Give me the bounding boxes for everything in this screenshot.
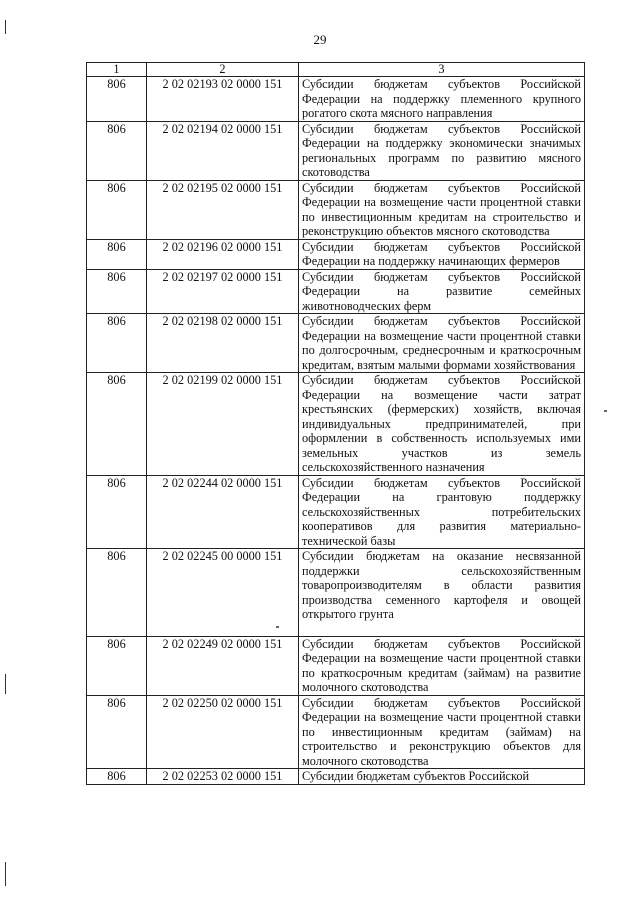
- description-cell-text: Субсидии бюджетам субъектов Российской Федерации на поддержку начинающих фермеров: [302, 239, 581, 268]
- description-cell: [299, 239, 585, 269]
- description-cell: [299, 77, 585, 122]
- description-cell-text: Субсидии бюджетам субъектов Российской Федерации на грантовую поддержку сельскохозяйственных потребительских кооперативов для развития материально-технической базы: [302, 475, 581, 548]
- table-row: [87, 180, 585, 239]
- table-header-row: [87, 63, 585, 77]
- budget-code-cell-text: 2 02 02193 02 0000 151: [162, 77, 283, 91]
- budget-code-cell-text: 2 02 02253 02 0000 151: [162, 769, 283, 783]
- column-header: 1: [87, 63, 147, 77]
- scan-edge-mark: [5, 20, 6, 34]
- cell-spacing: [302, 622, 581, 636]
- description-cell: [299, 314, 585, 373]
- budget-code-cell: [147, 269, 299, 314]
- code-cell-text: 806: [107, 636, 126, 651]
- budget-code-cell-text: 2 02 02195 02 0000 151: [162, 180, 283, 195]
- code-cell: [87, 769, 147, 785]
- code-cell: [87, 695, 147, 769]
- budget-code-cell: [147, 373, 299, 476]
- budget-code-cell-text: 2 02 02196 02 0000 151: [162, 239, 283, 254]
- budget-code-cell: [147, 77, 299, 122]
- description-cell-text: Субсидии бюджетам субъектов Российской Федерации на возмещение части процентной ставки по краткосрочным кредитам (займам) на развитие молочного скотоводства: [302, 636, 581, 694]
- description-cell-text: Субсидии бюджетам субъектов Российской Федерации на возмещение части затрат крестьянских (фермерских) хозяйств, включая индивидуальных предпринимателей, при оформлении в собственность используемых ими земельных участков из земель сельскохозяйственного назначения: [302, 373, 581, 474]
- table-row: [87, 636, 585, 695]
- budget-code-cell: [147, 549, 299, 637]
- budget-code-cell-text: 2 02 02199 02 0000 151: [162, 373, 283, 387]
- code-cell: [87, 77, 147, 122]
- description-cell: [299, 695, 585, 769]
- budget-code-cell-text: 2 02 02245 00 0000 151: [162, 549, 283, 563]
- code-cell: [87, 475, 147, 549]
- scan-speck: [276, 626, 279, 628]
- scan-speck: [604, 410, 607, 412]
- table-row: [87, 239, 585, 269]
- budget-code-cell: [147, 636, 299, 695]
- column-header: 3: [299, 63, 585, 77]
- description-cell-text: Субсидии бюджетам субъектов Российской Федерации на поддержку племенного крупного рогатого скота мясного направления: [302, 77, 581, 120]
- code-cell: [87, 239, 147, 269]
- code-cell: [87, 636, 147, 695]
- table-body: [87, 77, 585, 785]
- description-cell-text: Субсидии бюджетам субъектов Российской: [302, 769, 530, 783]
- budget-code-cell: [147, 239, 299, 269]
- description-cell-text: Субсидии бюджетам на оказание несвязанной поддержки сельскохозяйственным товаропроизводителям в области развития производства семенного картофеля и овощей открытого грунта: [302, 549, 581, 621]
- description-cell: [299, 475, 585, 549]
- description-cell: [299, 769, 585, 785]
- table-row: [87, 373, 585, 476]
- code-cell-text: 806: [107, 549, 126, 563]
- table-row: [87, 695, 585, 769]
- code-cell-text: 806: [107, 475, 126, 490]
- page-number: 29: [313, 32, 327, 47]
- budget-code-cell-text: 2 02 02250 02 0000 151: [162, 695, 283, 710]
- table-row: [87, 549, 585, 637]
- budget-codes-table: [86, 62, 585, 785]
- budget-code-cell-text: 2 02 02244 02 0000 151: [162, 475, 283, 490]
- budget-code-cell: [147, 121, 299, 180]
- description-cell-text: Субсидии бюджетам субъектов Российской Федерации на возмещение части процентной ставки по инвестиционным кредитам (займам) на строительство и реконструкцию объектов для молочного скотоводства: [302, 695, 581, 768]
- code-cell-text: 806: [107, 77, 126, 91]
- code-cell: [87, 549, 147, 637]
- description-cell-text: Субсидии бюджетам субъектов Российской Федерации на возмещение части процентной ставки по инвестиционным кредитам на строительство и реконструкцию объектов мясного скотоводства: [302, 180, 581, 238]
- code-cell: [87, 269, 147, 314]
- description-cell: [299, 121, 585, 180]
- code-cell-text: 806: [107, 769, 126, 783]
- table-row: [87, 121, 585, 180]
- code-cell: [87, 314, 147, 373]
- scan-edge-mark: [5, 674, 6, 694]
- description-cell: [299, 269, 585, 314]
- description-cell-text: Субсидии бюджетам субъектов Российской Федерации на развитие семейных животноводческих ферм: [302, 269, 581, 313]
- table-row: [87, 77, 585, 122]
- budget-code-cell: [147, 475, 299, 549]
- column-header: 2: [147, 63, 299, 77]
- description-cell-text: Субсидии бюджетам субъектов Российской Федерации на возмещение части процентной ставки по долгосрочным, среднесрочным и краткосрочным кредитам, взятым малыми формами хозяйствования: [302, 314, 581, 372]
- code-cell-text: 806: [107, 373, 126, 387]
- table-row: [87, 269, 585, 314]
- description-cell: [299, 373, 585, 476]
- code-cell-text: 806: [107, 695, 126, 710]
- table-row: [87, 314, 585, 373]
- budget-code-cell-text: 2 02 02197 02 0000 151: [162, 269, 283, 284]
- budget-code-cell: [147, 180, 299, 239]
- budget-code-cell: [147, 695, 299, 769]
- description-cell: [299, 180, 585, 239]
- code-cell: [87, 121, 147, 180]
- code-cell-text: 806: [107, 121, 126, 136]
- description-cell: [299, 636, 585, 695]
- description-cell-text: Субсидии бюджетам субъектов Российской Федерации на поддержку экономически значимых региональных программ по развитию мясного скотоводства: [302, 121, 581, 179]
- budget-code-cell: [147, 314, 299, 373]
- scan-edge-mark: [5, 862, 6, 886]
- table-row: [87, 475, 585, 549]
- budget-code-cell: [147, 769, 299, 785]
- code-cell-text: 806: [107, 314, 126, 328]
- budget-code-cell-text: 2 02 02198 02 0000 151: [162, 314, 283, 328]
- code-cell: [87, 373, 147, 476]
- code-cell-text: 806: [107, 239, 126, 254]
- code-cell-text: 806: [107, 269, 126, 284]
- code-cell-text: 806: [107, 180, 126, 195]
- description-cell: [299, 549, 585, 637]
- code-cell: [87, 180, 147, 239]
- table-row: [87, 769, 585, 785]
- budget-code-cell-text: 2 02 02249 02 0000 151: [162, 636, 283, 651]
- budget-code-cell-text: 2 02 02194 02 0000 151: [162, 121, 283, 136]
